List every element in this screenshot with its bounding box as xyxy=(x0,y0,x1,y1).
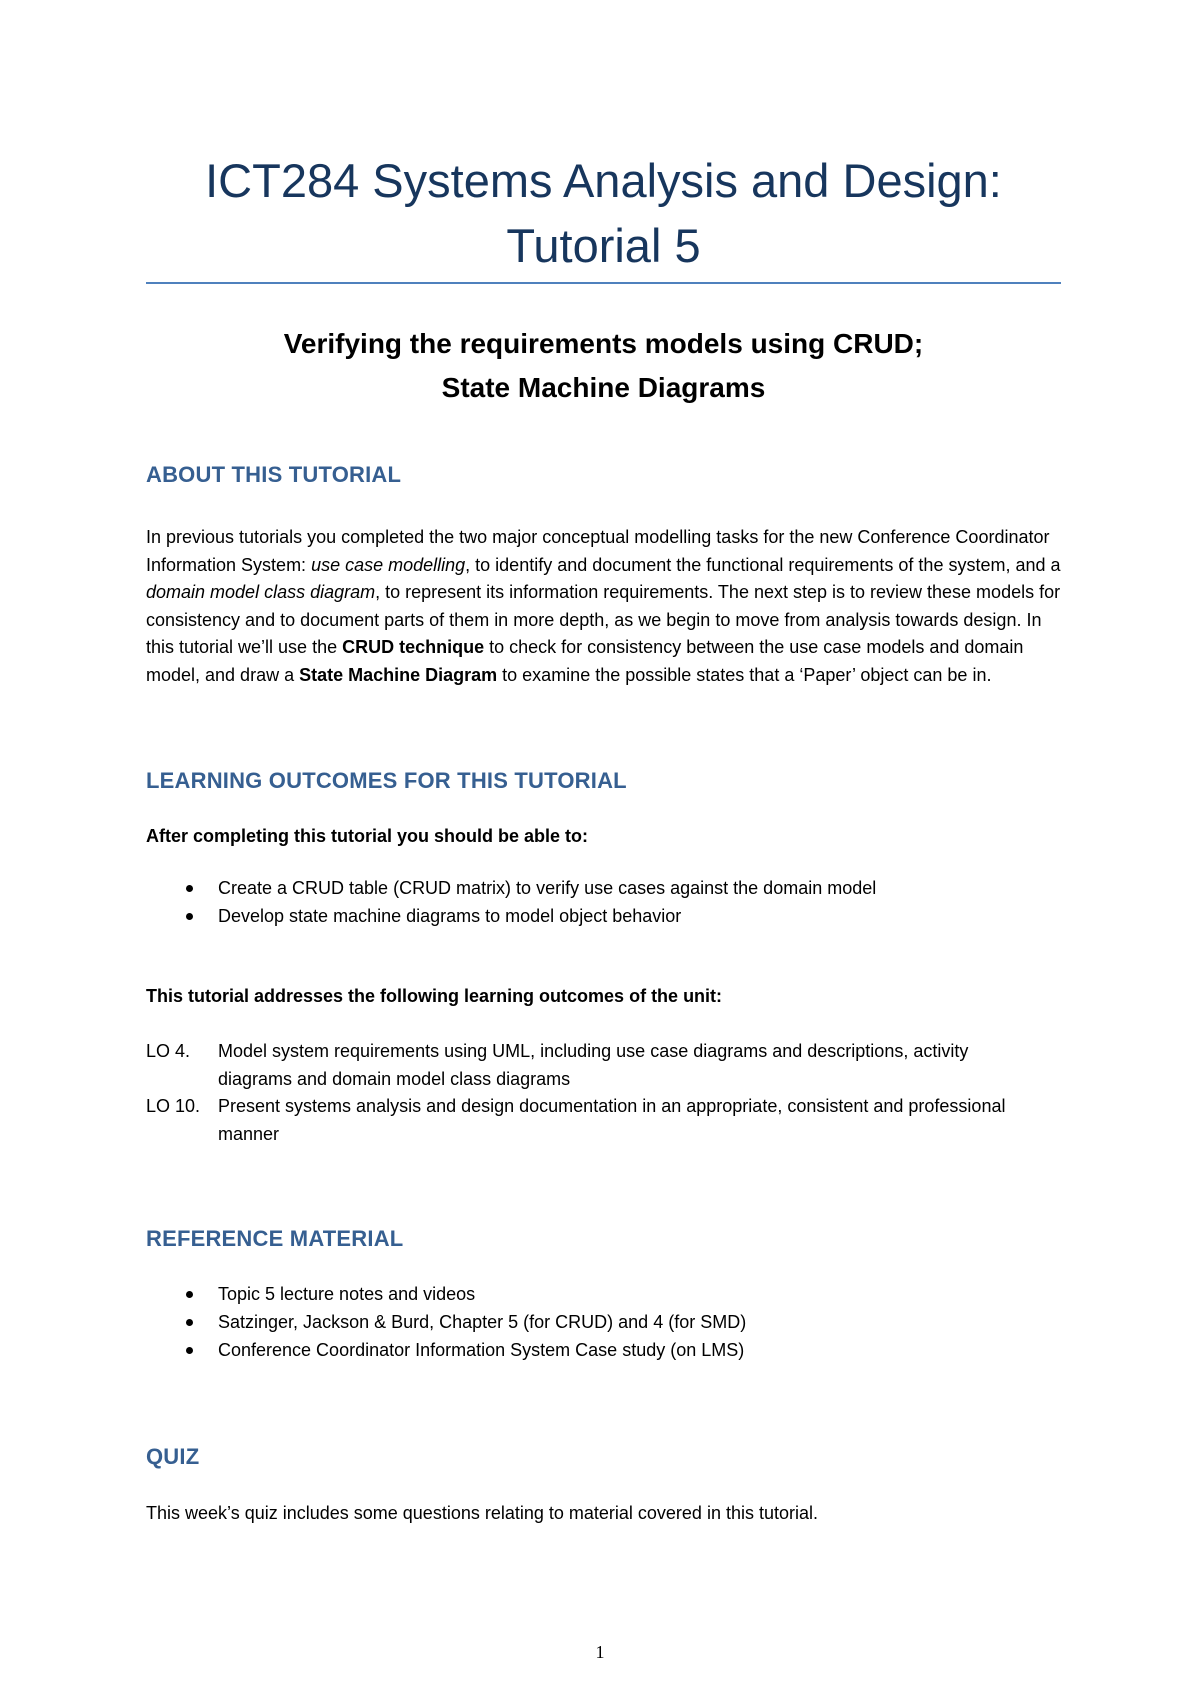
lo-code: LO 4. xyxy=(146,1041,191,1061)
document-subtitle xyxy=(146,322,1061,410)
list-item: Satzinger, Jackson & Burd, Chapter 5 (for CRUD) and 4 (for SMD) xyxy=(146,1308,746,1336)
list-item: Create a CRUD table (CRUD matrix) to verify use cases against the domain model xyxy=(146,874,876,902)
list-item: Conference Coordinator Information System Case study (on LMS) xyxy=(146,1336,746,1364)
title-line-1: ICT284 Systems Analysis and Design: xyxy=(205,154,1002,207)
quiz-heading: QUIZ xyxy=(146,1444,200,1469)
about-emphasis-2: domain model class diagram xyxy=(146,582,376,602)
lo-code: LO 10. xyxy=(146,1096,201,1116)
lo-row xyxy=(146,1038,1018,1093)
about-bold-crud: CRUD technique xyxy=(342,637,485,657)
learning-outcomes-table xyxy=(146,1038,1018,1148)
subtitle-line-2: State Machine Diagrams xyxy=(441,372,766,403)
about-text-3: , to represent its information requirements. The next step is to review these models for consistency and to document parts of them in more depth, as we begin to move from analysis towards design. In this tutorial we’ll use the xyxy=(146,582,1061,657)
subtitle-line-1: Verifying the requirements models using CRUD; xyxy=(283,328,924,359)
document-title xyxy=(146,148,1061,278)
bullet-icon xyxy=(186,885,193,892)
title-underline xyxy=(146,282,1061,284)
outcomes-list xyxy=(146,874,876,930)
reference-list xyxy=(146,1280,746,1364)
bullet-icon xyxy=(186,1347,193,1354)
outcomes-heading: LEARNING OUTCOMES FOR THIS TUTORIAL xyxy=(146,768,627,793)
about-text-2: , to identify and document the functional requirements of the system, and a xyxy=(465,554,1061,575)
list-item: Develop state machine diagrams to model object behavior xyxy=(146,902,876,930)
bullet-icon xyxy=(186,1319,193,1326)
page-number: 1 xyxy=(595,1642,605,1662)
about-text-1: In previous tutorials you completed the two major conceptual modelling tasks for the new Conference Coordinator Information System: xyxy=(146,527,1050,575)
about-bold-smd: State Machine Diagram xyxy=(299,664,498,685)
lo-text: Model system requirements using UML, including use case diagrams and descriptions, activity diagrams and domain model class diagrams xyxy=(218,1041,969,1089)
about-heading: ABOUT THIS TUTORIAL xyxy=(146,462,402,487)
title-line-2: Tutorial 5 xyxy=(506,219,701,272)
lo-text: Present systems analysis and design documentation in an appropriate, consistent and professional manner xyxy=(218,1096,1006,1144)
outcomes-intro: After completing this tutorial you should be able to: xyxy=(146,826,589,846)
about-text-4: to check for consistency between the use case models and domain model, and draw a xyxy=(146,637,1024,685)
about-paragraph xyxy=(146,524,1061,689)
reference-heading: REFERENCE MATERIAL xyxy=(146,1226,404,1251)
list-item: Topic 5 lecture notes and videos xyxy=(146,1280,746,1308)
about-text-5: to examine the possible states that a ‘Paper’ object can be in. xyxy=(497,664,992,685)
bullet-icon xyxy=(186,913,193,920)
quiz-text: This week’s quiz includes some questions relating to material covered in this tutorial. xyxy=(146,1503,818,1523)
lo-row xyxy=(146,1093,1018,1148)
about-emphasis-1: use case modelling xyxy=(311,554,466,575)
unit-outcomes-intro: This tutorial addresses the following learning outcomes of the unit: xyxy=(146,986,723,1006)
bullet-icon xyxy=(186,1291,193,1298)
